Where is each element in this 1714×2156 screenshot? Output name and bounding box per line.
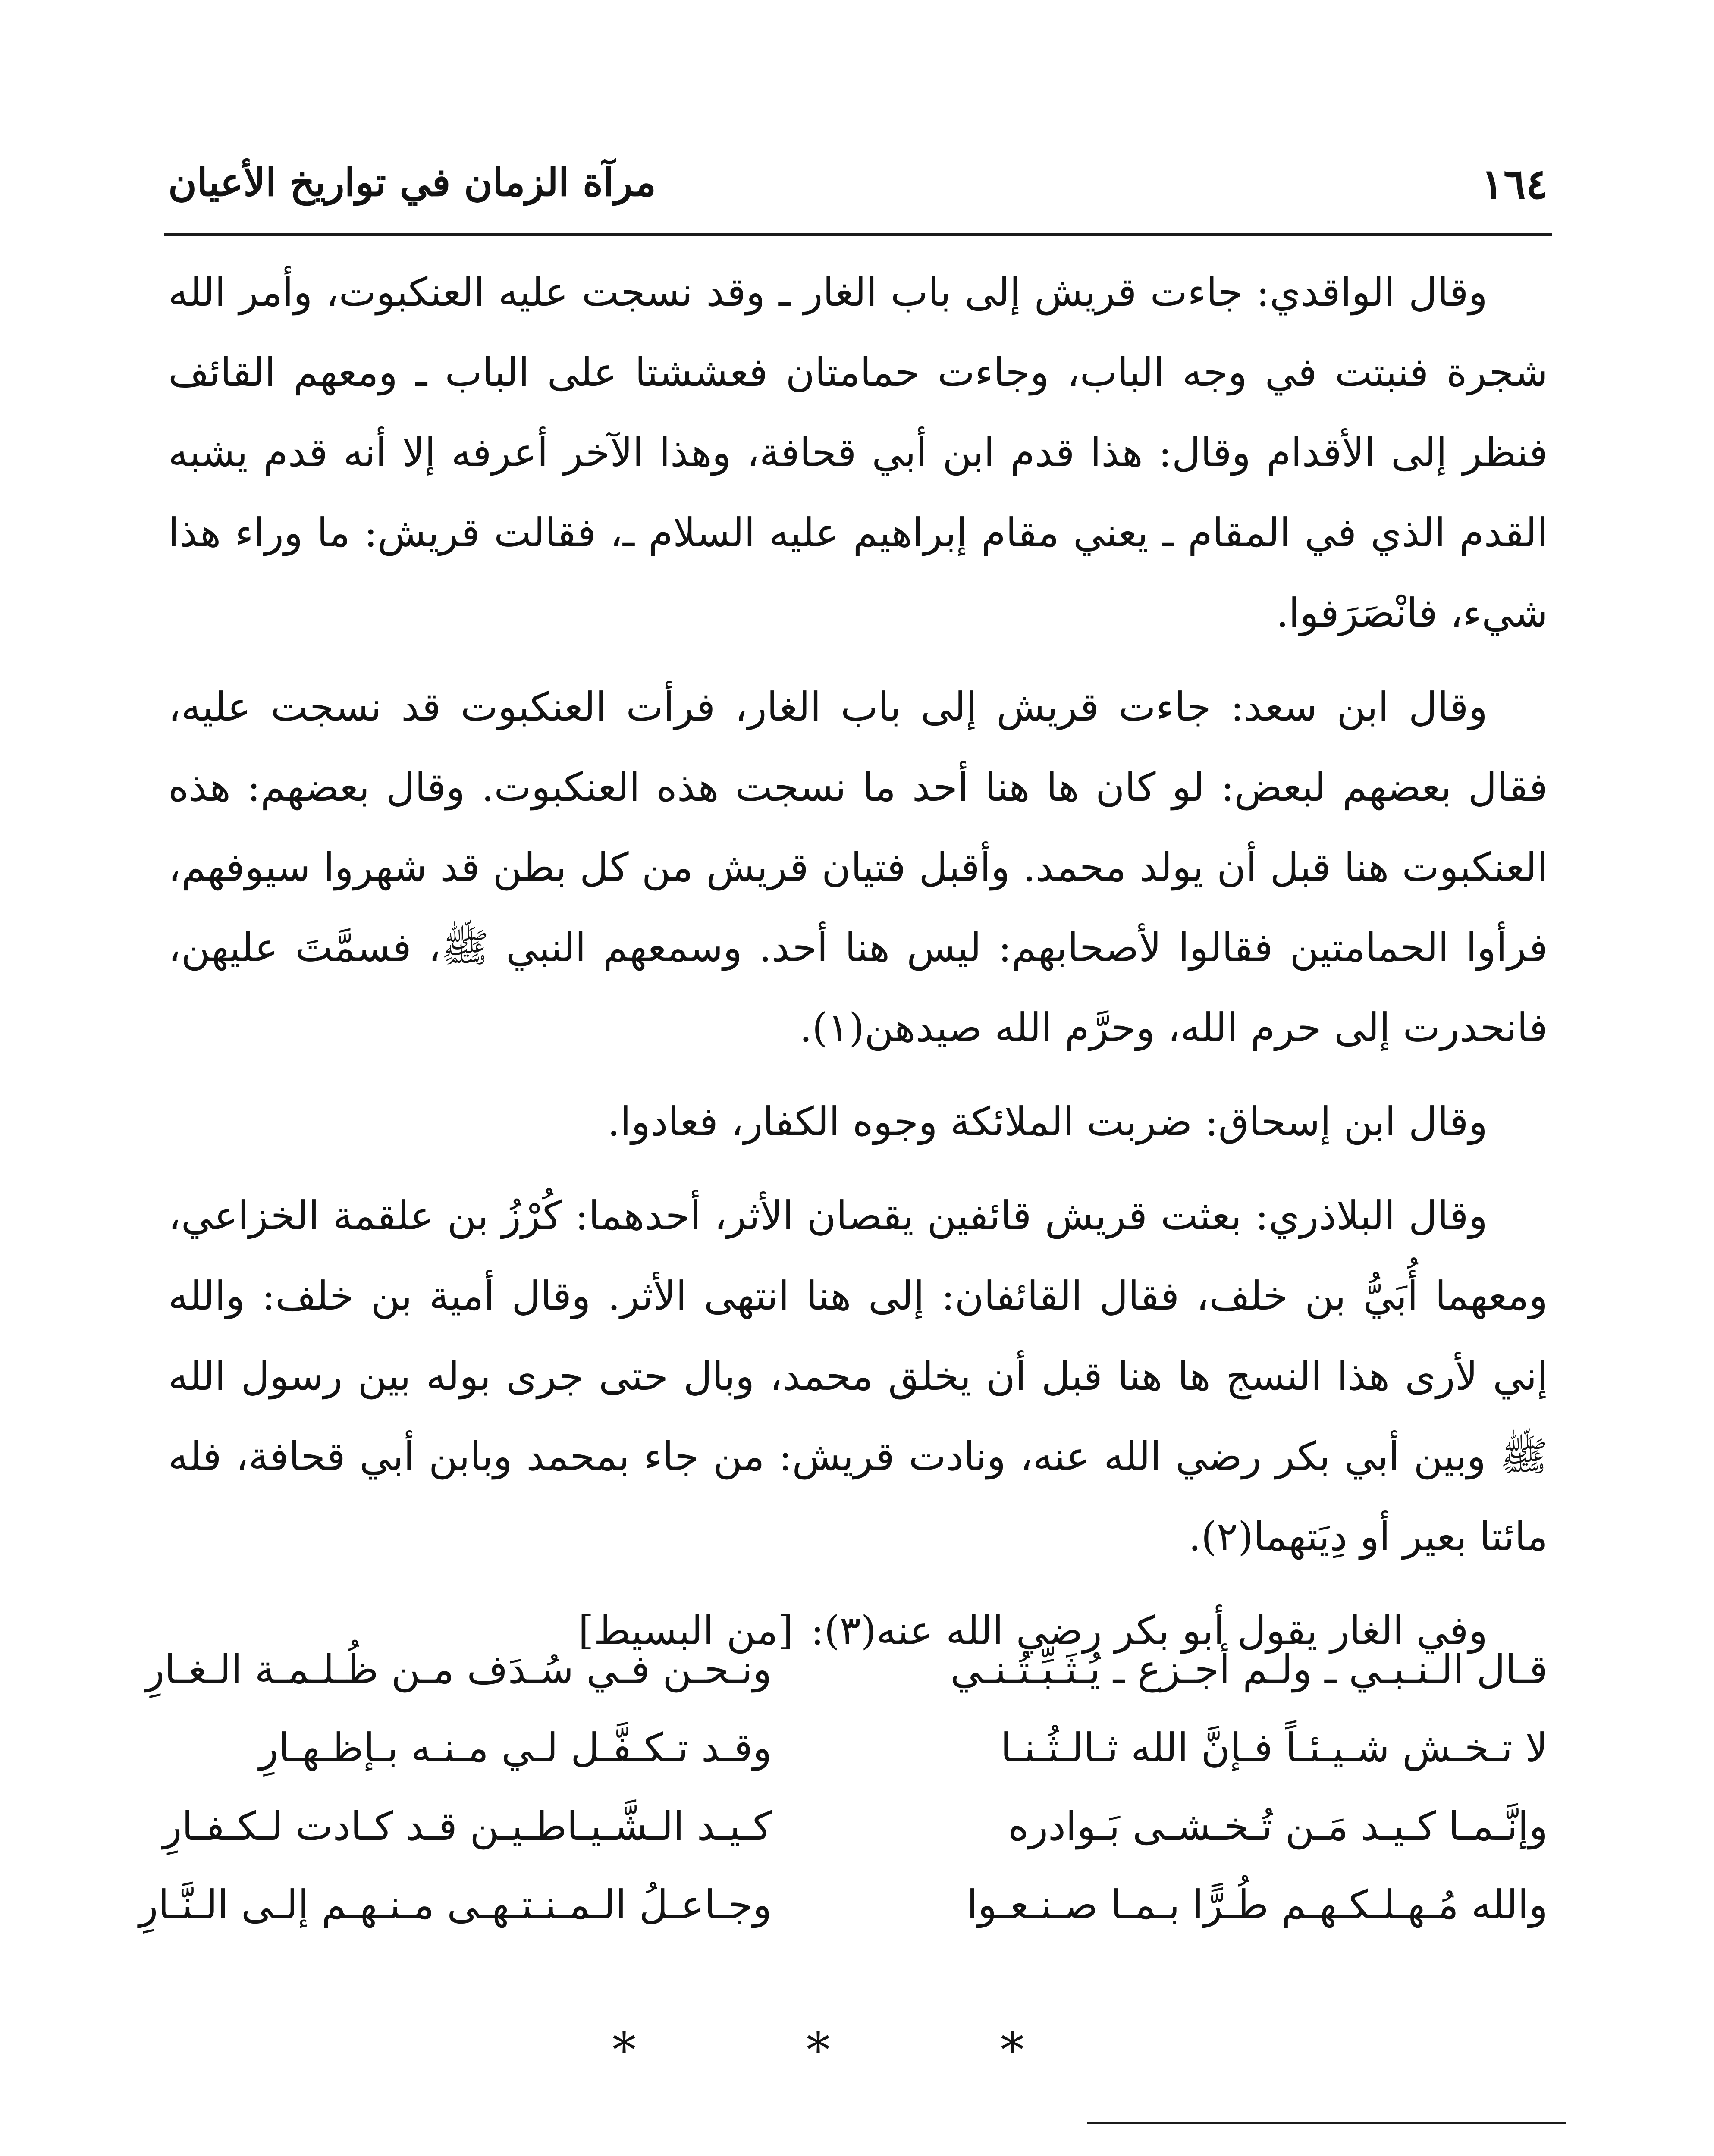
verse-line [145, 1630, 1548, 1708]
main-text [168, 252, 1548, 1685]
paragraph-ibn-saad: وقال ابن سعد: جاءت قريش إلى باب الغار، فرأت العنكبوت قد نسجت عليه، فقال بعضهم لبعض: لو كان ها هنا أحد ما نسجت هذه العنكبوت. وقال بعضهم: هذه العنكبوت هنا قبل أن يولد محمد. وأقبل فتيان قريش من كل بطن قد شهروا سيوفهم، فرأوا الحمامتين فقالوا لأصحابهم: ليس هنا أحد. وسمعهم النبي ﷺ، فسمَّتَ عليهن، فانحدرت إلى حرم الله، وحرَّم الله صيدهن(١). [168, 684, 1548, 1051]
second-hemistich: كـيـد الـشَّـيـاطـيـن قـد كـادت لـكـفـارِ [163, 1803, 772, 1849]
section-separator: * * * [612, 2022, 1102, 2078]
paragraph-baladhuri: وقال البلاذري: بعثت قريش قائفين يقصان الأثر، أحدهما: كُرْزُ بن علقمة الخزاعي، ومعهما أُبَيُّ بن خلف، فقال القائفان: إلى هنا انتهى الأثر. وقال أمية بن خلف: والله إني لأرى هذا النسج ها هنا قبل أن يخلق محمد، وبال حتى جرى بوله بين رسول الله ﷺ وبين أبي بكر رضي الله عنه، ونادت قريش: من جاء بمحمد وبابن أبي قحافة، فله مائتا بعير أو دِيَتهما(٢). [168, 1193, 1548, 1560]
second-hemistich: وجـاعـلُ الـمـنـتـهـى مـنـهـم إلـى الـنَّـارِ [139, 1881, 772, 1928]
second-hemistich: وقـد تـكـفَّـل لـي مـنـه بـإظـهـارِ [259, 1724, 772, 1771]
paragraph-ibn-ishaq: وقال ابن إسحاق: ضربت الملائكة وجوه الكفار، فعادوا. [607, 1099, 1488, 1145]
poetic-meter: [من البسيط] [578, 1608, 794, 1654]
verse-line [163, 1787, 1548, 1865]
page-title: مرآة الزمان في تواريخ الأعيان [168, 160, 656, 205]
footnote-divider [1087, 2122, 1566, 2124]
first-hemistich: والله مُـهـلـكـهـم طُـرًّا بـمـا صـنـعـوا [967, 1881, 1548, 1928]
second-hemistich: ونـحـن فـي سُـدَف مـن ظُـلـمـة الـغـارِ [145, 1646, 772, 1692]
verse-line [139, 1865, 1548, 1944]
first-hemistich: وإنَّـمـا كـيـد مَـن تُـخـشـى بَـوادره [1008, 1803, 1548, 1849]
first-hemistich: قـال الـنـبـي ـ ولـم أجـزع ـ يُـثَـبِّـتُـنـي [950, 1646, 1548, 1692]
poem [139, 1630, 1548, 1944]
page-number: ١٦٤ [1481, 160, 1548, 208]
running-header [164, 142, 1552, 236]
first-hemistich: لا تـخـش شـيـئـاً فـإنَّ الله ثـالـثُـنـا [1000, 1724, 1548, 1771]
verse-line [168, 1708, 1548, 1787]
paragraph-waqidi: وقال الواقدي: جاءت قريش إلى باب الغار ـ وقد نسجت عليه العنكبوت، وأمر الله شجرة فنبتت في وجه الباب، وجاءت حمامتان فعششتا على الباب ـ ومعهم القائف فنظر إلى الأقدام وقال: هذا قدم ابن أبي قحافة، وهذا الآخر أعرفه إلا أنه قدم يشبه القدم الذي في المقام ـ يعني مقام إبراهيم عليه السلام ـ، فقالت قريش: ما وراء هذا شيء، فانْصَرَفوا. [168, 269, 1548, 636]
verse-intro-text: وفي الغار يقول أبو بكر رضي الله عنه(٣): [810, 1608, 1488, 1654]
